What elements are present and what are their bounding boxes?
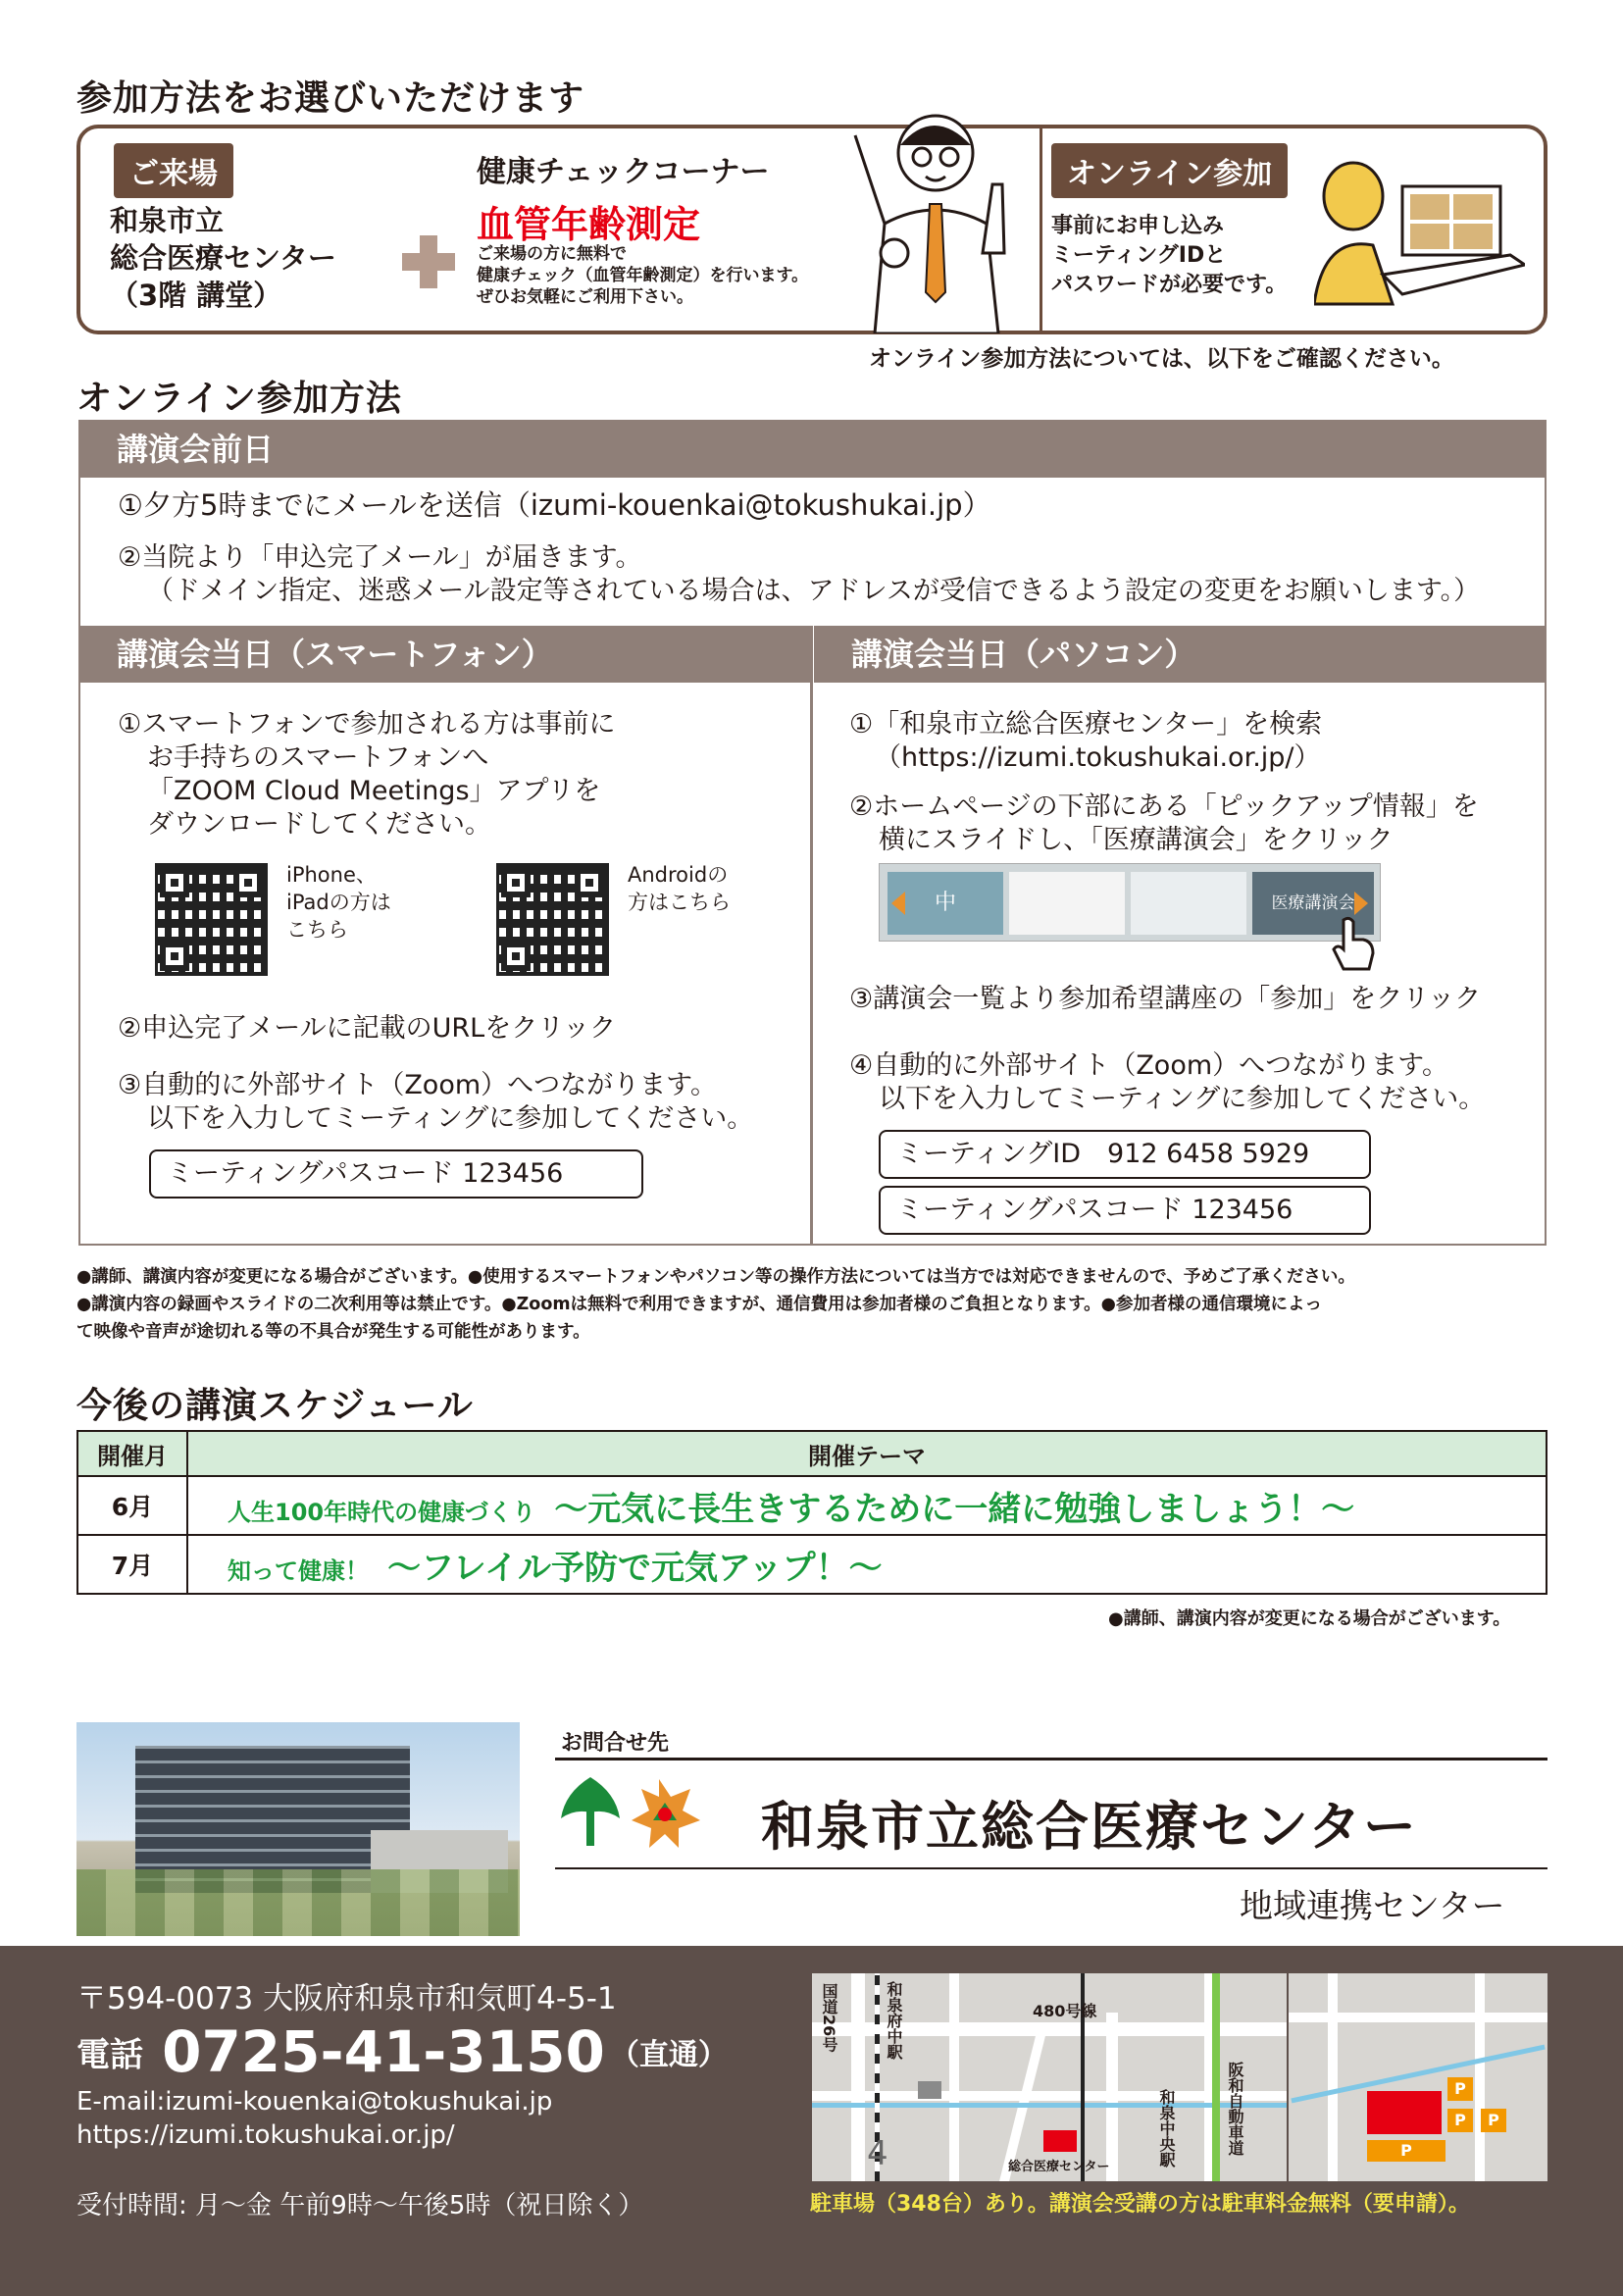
qr-label-line: こちら <box>286 918 348 942</box>
table-row <box>77 1535 1547 1594</box>
banner-slide: 中 <box>888 872 1003 935</box>
pc-step4 <box>849 1049 1485 1116</box>
plus-icon <box>402 235 455 288</box>
note-line: ●講師、講演内容が変更になる場合がございます。●使用するスマートフォンやパソコン等の操作方法については当方では対応できませんので、予めご了承ください。 <box>76 1267 1355 1287</box>
day-before-step2: ②当院より「申込完了メール」が届きます。 <box>118 542 642 573</box>
note-line: ●講演内容の録画やスライドの二次利用等は禁止です。●Zoomは無料で利用できますが、通信費用は参加者様のご負担となります。●参加者様の通信環境によっ <box>76 1295 1322 1314</box>
map-route-480: 480号線 <box>1033 2002 1097 2020</box>
hospital-photo <box>76 1722 520 1936</box>
parking-note: 駐車場（348台）あり。講演会受講の方は駐車料金無料（要申請）。 <box>810 2192 1470 2217</box>
sp-passcode: ミーティングパスコード 123456 <box>149 1149 643 1199</box>
note-line: て映像や音声が途切れる等の不具合が発生する可能性があります。 <box>76 1322 590 1342</box>
sp-step3-line: ③自動的に外部サイト（Zoom）へつながります。 <box>118 1070 717 1100</box>
pc-step4-line: ④自動的に外部サイト（Zoom）へつながります。 <box>849 1050 1448 1081</box>
sp-step1 <box>118 708 616 842</box>
qr-code-android[interactable] <box>496 863 609 976</box>
participation-heading: 参加方法をお選びいただけます <box>76 78 585 119</box>
qr-android-label <box>628 861 731 916</box>
row-month: 6月 <box>77 1476 187 1535</box>
online-tag: オンライン参加 <box>1051 143 1288 198</box>
table-header-row <box>77 1431 1547 1476</box>
column-divider <box>810 626 813 1246</box>
pc-passcode: ミーティングパスコード 123456 <box>879 1186 1371 1235</box>
qr-label-line: iPhone、 <box>286 863 377 887</box>
row-theme <box>187 1535 1547 1594</box>
contact-label: お問合せ先 <box>561 1731 670 1756</box>
col-month: 開催月 <box>77 1431 187 1476</box>
footer-email[interactable]: E-mail:izumi-kouenkai@tokushukai.jp <box>76 2087 553 2117</box>
qr-iphone-label <box>286 861 391 944</box>
qr-label-line: iPadの方は <box>286 891 391 914</box>
tel-number[interactable]: 0725-41-3150 <box>162 2018 605 2085</box>
footer-hours: 受付時間: 月～金 午前9時～午後5時（祝日除く） <box>76 2191 644 2220</box>
theme-title: ～元気に長生きするために一緒に勉強しましょう！～ <box>554 1489 1355 1529</box>
online-line: ミーティングIDと <box>1051 243 1227 268</box>
sp-step3-line: 以下を入力してミーティングに参加してください。 <box>147 1103 754 1134</box>
map-station-chuo: 和泉中央駅 <box>1157 2089 1176 2168</box>
pc-step2-line: ②ホームページの下部にある「ピックアップ情報」を <box>849 791 1479 822</box>
pc-step1-line: （https://izumi.tokushukai.or.jp/） <box>875 742 1321 773</box>
pc-step3: ③講演会一覧より参加希望講座の「参加」をクリック <box>849 984 1482 1014</box>
banner-slide <box>1131 872 1246 935</box>
venue-tag: ご来場 <box>114 143 233 198</box>
qr-label-line: 方はこちら <box>628 891 731 914</box>
health-corner-title: 健康チェックコーナー <box>477 155 770 189</box>
arrow-left-icon[interactable] <box>891 892 905 915</box>
contact-rule-bottom <box>555 1867 1547 1869</box>
pc-step2-line: 横にスライドし、「医療講演会」をクリック <box>879 825 1394 855</box>
map-expressway: 阪和自動車道 <box>1226 2062 1244 2156</box>
col-theme: 開催テーマ <box>187 1431 1547 1476</box>
venue-line: 和泉市立 <box>110 204 225 237</box>
qr-code-iphone[interactable] <box>155 863 268 976</box>
contact-rule-top <box>555 1758 1547 1760</box>
pc-header: 講演会当日（パソコン） <box>814 626 1546 683</box>
sp-step2: ②申込完了メールに記載のURLをクリック <box>118 1013 617 1044</box>
online-line: パスワードが必要です。 <box>1051 273 1288 297</box>
tel-note: （直通） <box>609 2038 728 2072</box>
map-station-fuchu: 和泉府中駅 <box>885 1981 903 2060</box>
row-theme <box>187 1476 1547 1535</box>
map-road-26: 国道26号 <box>820 1983 838 2053</box>
schedule-heading: 今後の講演スケジュール <box>76 1386 474 1426</box>
table-row <box>77 1476 1547 1535</box>
schedule-table <box>76 1430 1547 1595</box>
theme-lead: 人生100年時代の健康づくり <box>228 1498 536 1526</box>
hospital-logo-icon <box>555 1773 722 1850</box>
arrow-right-icon[interactable] <box>1354 892 1368 915</box>
map-center-label: 総合医療センター <box>1008 2160 1110 2174</box>
venue-text <box>110 202 336 314</box>
venue-line: 総合医療センター <box>110 241 336 275</box>
row-month: 7月 <box>77 1535 187 1594</box>
banner-slide <box>1009 872 1125 935</box>
sp-step1-line: お手持ちのスマートフォンへ <box>147 742 489 773</box>
pickup-banner[interactable] <box>879 863 1381 942</box>
day-before-step2-note: （ドメイン指定、迷惑メール設定等されている場合は、アドレスが受信できるよう設定の変更をお願いします。） <box>147 576 1481 606</box>
tel-label: 電話 <box>76 2035 143 2075</box>
pc-step1 <box>849 708 1322 775</box>
laptop-user-illustration <box>1314 147 1525 309</box>
section-divider <box>1040 128 1042 331</box>
day-before-step1: ①夕方5時までにメールを送信（izumi-kouenkai@tokushukai.jp） <box>118 488 991 522</box>
online-line: 事前にお申し込み <box>1051 214 1225 238</box>
theme-title: ～フレイル予防で元気アップ！～ <box>387 1548 883 1588</box>
footer-url[interactable]: https://izumi.tokushukai.or.jp/ <box>76 2120 455 2150</box>
schedule-note: ●講師、講演内容が変更になる場合がございます。 <box>1108 1608 1511 1629</box>
access-map <box>812 1973 1287 2181</box>
online-method-heading: オンライン参加方法 <box>76 379 402 419</box>
confirm-note: オンライン参加方法については、以下をご確認ください。 <box>869 346 1454 372</box>
pc-step1-line: ①「和泉市立総合医療センター」を検索 <box>849 709 1323 740</box>
desc-line: ぜひお気軽にご利用下さい。 <box>477 287 693 307</box>
health-corner-sub: 血管年齢測定 <box>477 203 701 246</box>
map-road-4: 4 <box>867 2134 888 2173</box>
sp-step1-line: 「ZOOM Cloud Meetings」アプリを <box>147 776 601 806</box>
parking-icon: P <box>1447 2077 1473 2101</box>
pc-meeting-id: ミーティングID 912 6458 5929 <box>879 1130 1371 1179</box>
smartphone-header: 講演会当日（スマートフォン） <box>79 626 810 683</box>
footer-address: 〒594-0073 大阪府和泉市和気町4-5-1 <box>76 1981 617 2016</box>
online-notes <box>76 1263 1567 1346</box>
parking-map <box>1289 1973 1547 2181</box>
desc-line: ご来場の方に無料で <box>477 244 627 264</box>
theme-lead: 知って健康！ <box>228 1556 369 1585</box>
sp-step3 <box>118 1069 753 1136</box>
doctor-illustration <box>836 106 1032 333</box>
hand-cursor-icon <box>1330 916 1379 971</box>
pc-step2 <box>849 791 1479 857</box>
footer-phone <box>76 2018 728 2085</box>
parking-icon: P <box>1447 2109 1473 2132</box>
sp-step1-line: ①スマートフォンで参加される方は事前に <box>118 709 616 740</box>
banner-slide-kouenkai[interactable]: 医療講演会 <box>1252 872 1374 935</box>
sp-step1-line: ダウンロードしてください。 <box>147 809 491 840</box>
health-corner-desc <box>477 243 808 308</box>
contact-dept: 地域連携センター <box>1240 1887 1505 1926</box>
desc-line: 健康チェック（血管年齢測定）を行います。 <box>477 266 809 285</box>
pc-step4-line: 以下を入力してミーティングに参加してください。 <box>879 1084 1486 1114</box>
parking-icon: P <box>1481 2109 1506 2132</box>
online-text <box>1051 212 1287 300</box>
parking-icon: P <box>1367 2140 1445 2162</box>
contact-org-name: 和泉市立総合医療センター <box>761 1796 1418 1858</box>
day-before-header: 講演会前日 <box>79 421 1546 478</box>
venue-line: （3階 講堂） <box>110 279 282 312</box>
qr-label-line: Androidの <box>628 863 729 887</box>
